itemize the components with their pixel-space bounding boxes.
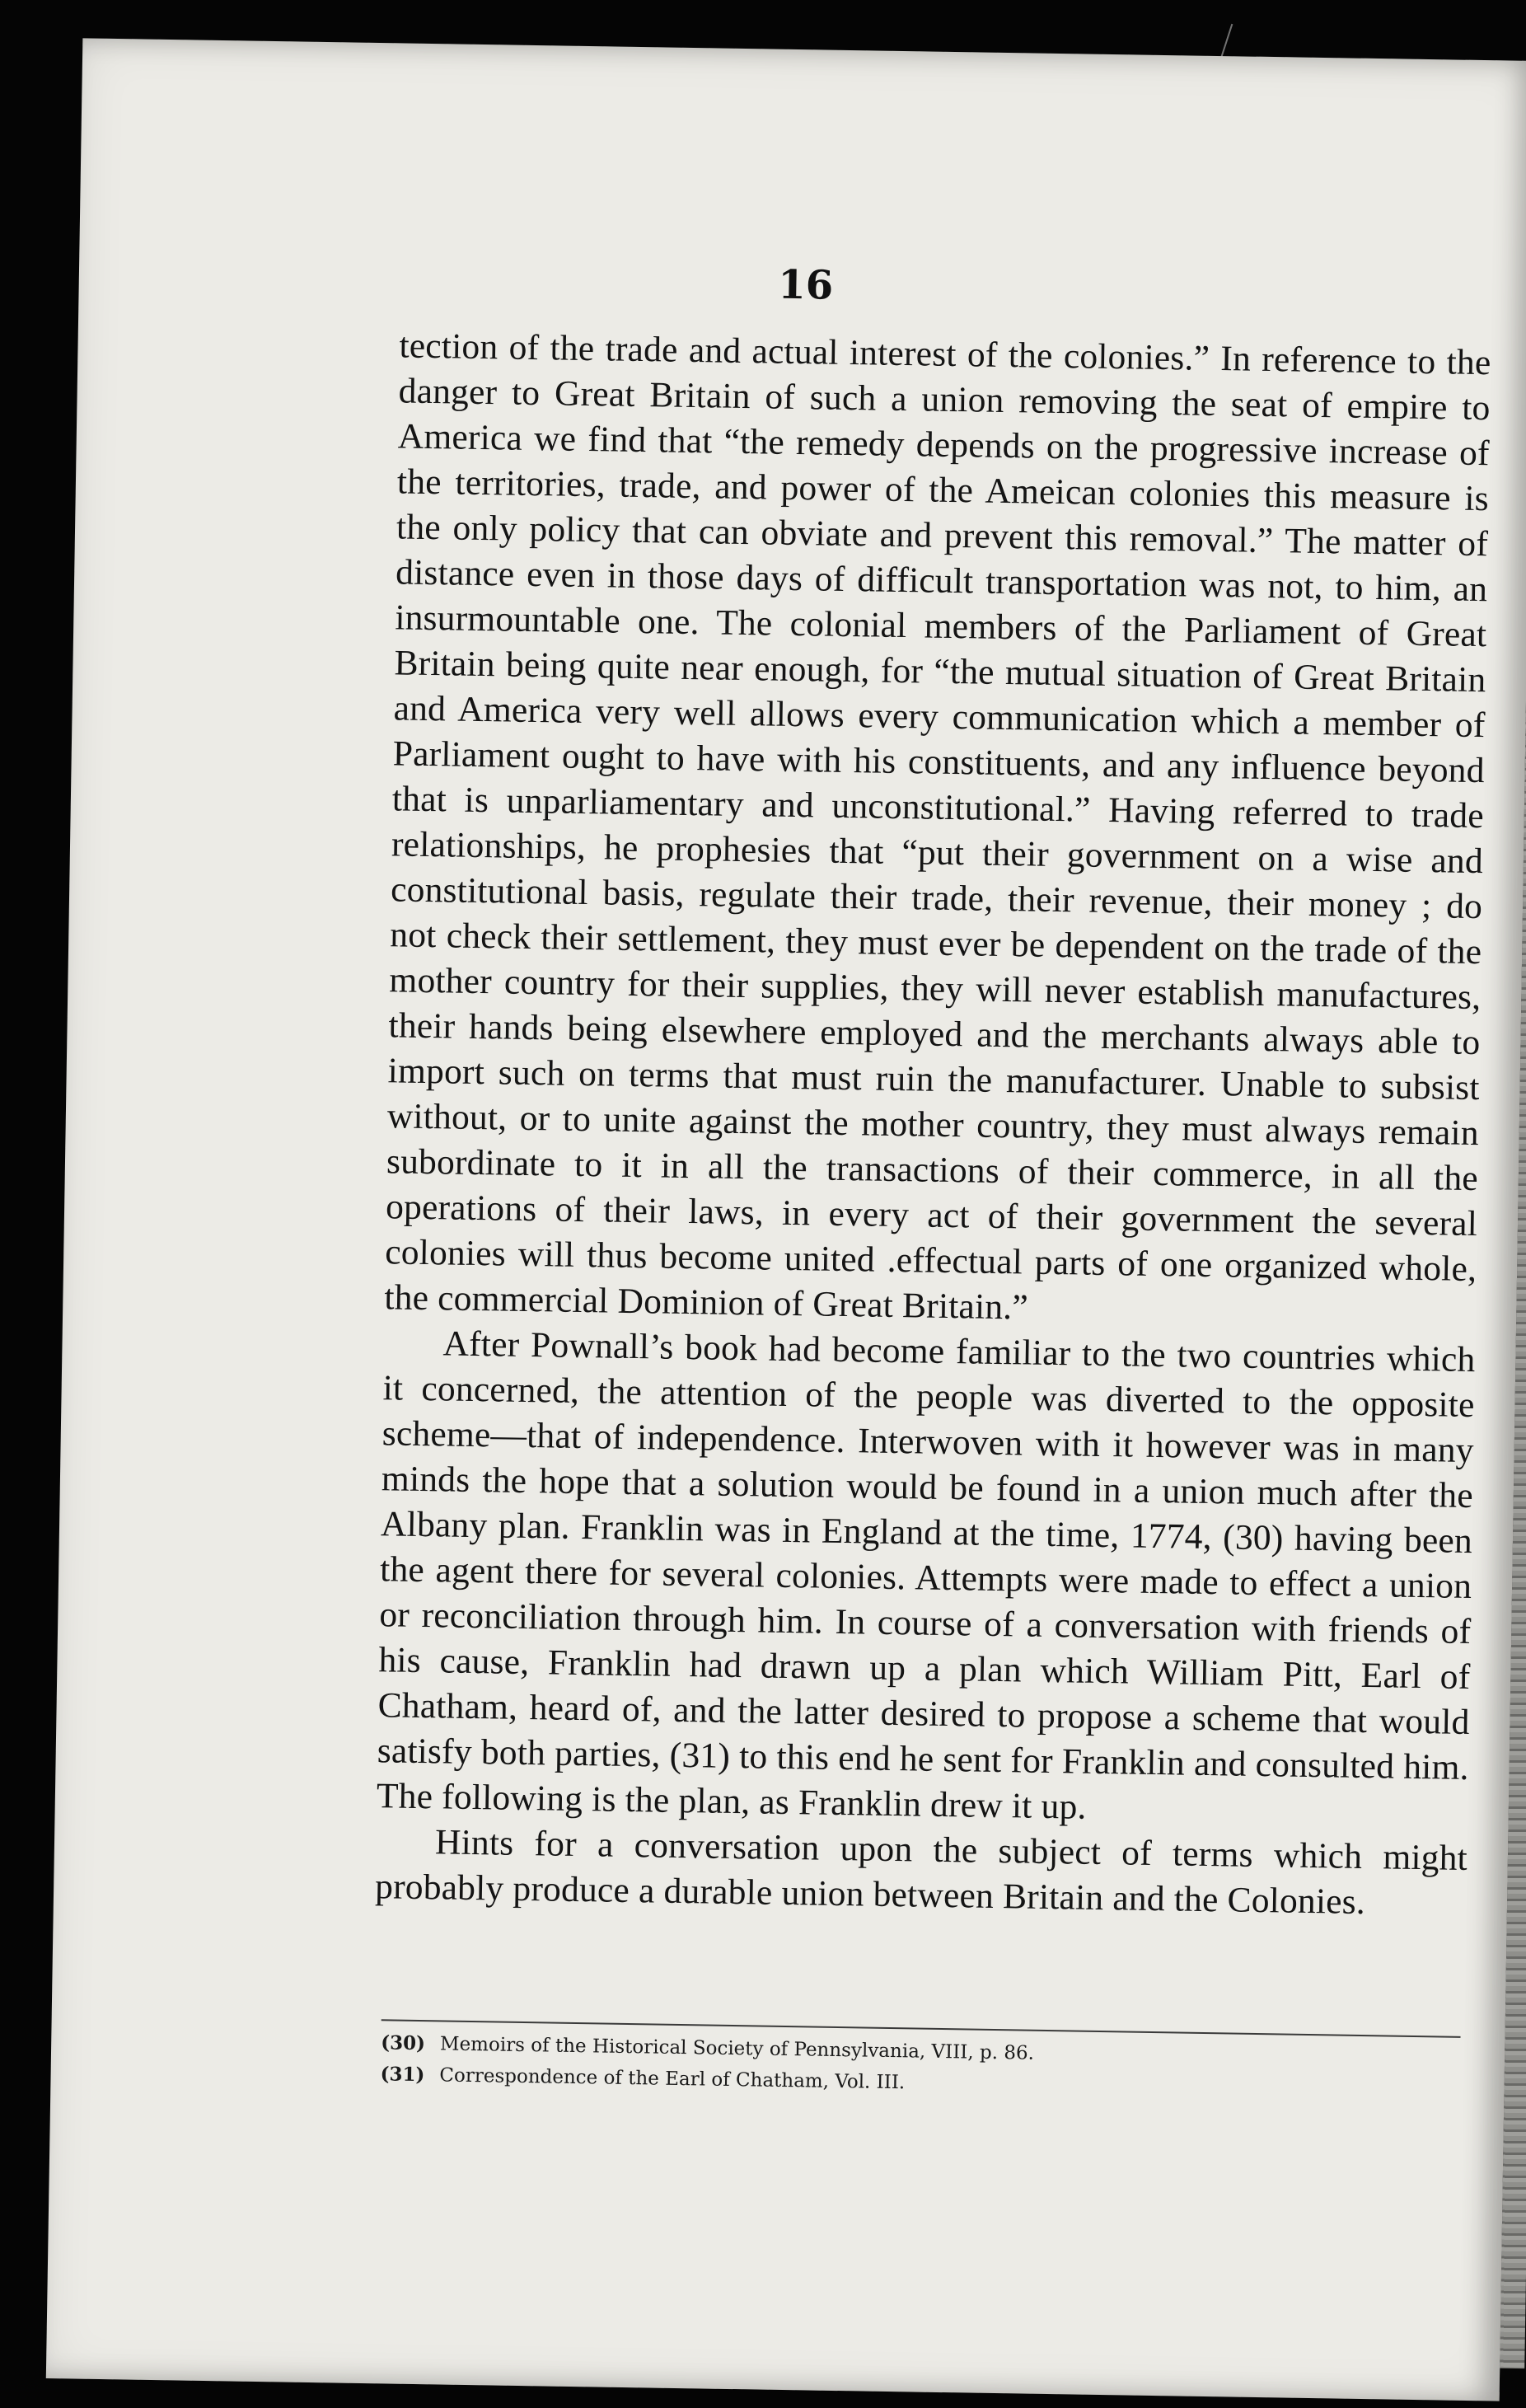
footnote-number: (30): [381, 2031, 426, 2055]
footnote-text: Memoirs of the Historical Society of Pennsylvania, VIII, p. 86.: [439, 2033, 1035, 2064]
page-stack-edge: [1500, 94, 1526, 2368]
footnote-text: Correspondence of the Earl of Chatham, Vol. III.: [439, 2064, 906, 2094]
footnotes: [380, 2027, 1460, 2107]
paragraph: Hints for a conversation upon the subject of terms which might probably produce a durable union between Britain and the Colonies.: [374, 1822, 1468, 1923]
paragraph: tection of the trade and actual interest of the colonies.” In reference to the danger to Great Britain of such a union removing the seat of empire to America we find that “the remedy depends on the progressive increase of the territories, trade, and power of the Ameican colonies this measure is the only policy that can obviate and prevent this removal.” The matter of distance even in those days of difficult transportation was not, to him, an insurmountable one. The colonial members of the Parliament of Great Britain being quite near enough, for “the mutual situation of Great Britain and America very well allows every communication which a member of Parliament ought to have with his constituents, and any influence beyond that is unparliamentary and unconstitutional.” Having referred to trade relationships, he prophesies that “put their government on a wise and constitutional basis, regulate their trade, their revenue, their money ; do not check their settlement, they must ever be dependent on the trade of the mother country for their supplies, they will never establish manufactures, their hands being elsewhere employed and the merchants always able to import such on terms that must ruin the manufacturer. Unable to subsist without, or to unite against the mother country, they must always remain subordinate to it in all the transactions of their commerce, in all the operations of their laws, in every act of their government the several colonies will thus become united .effectual parts of one organized whole, the commercial Dominion of Great Britain.”: [384, 326, 1491, 1328]
footnote-number: (31): [380, 2063, 425, 2087]
body-text: [375, 323, 1491, 1927]
paragraph: After Pownall’s book had become familiar to the two countries which it concerned, the attention of the people was diverted to the opposite scheme—that of independence. Interwoven with it however was in many minds the hope that a solution would be found in a union much after the Albany plan. Franklin was in England at the time, 1774, (30) having been the agent there for several colonies. Attempts were made to effect a union or reconciliation through him. In course of a conversation with friends of his cause, Franklin had drawn up a plan which William Pitt, Earl of Chatham, heard of, and the latter desired to propose a scheme that would satisfy both parties, (31) to this end he sent for Franklin and consulted him. The following is the plan, as Franklin drew it up.: [376, 1323, 1476, 1827]
page-number: 16: [777, 261, 834, 309]
book-page: [46, 38, 1526, 2401]
